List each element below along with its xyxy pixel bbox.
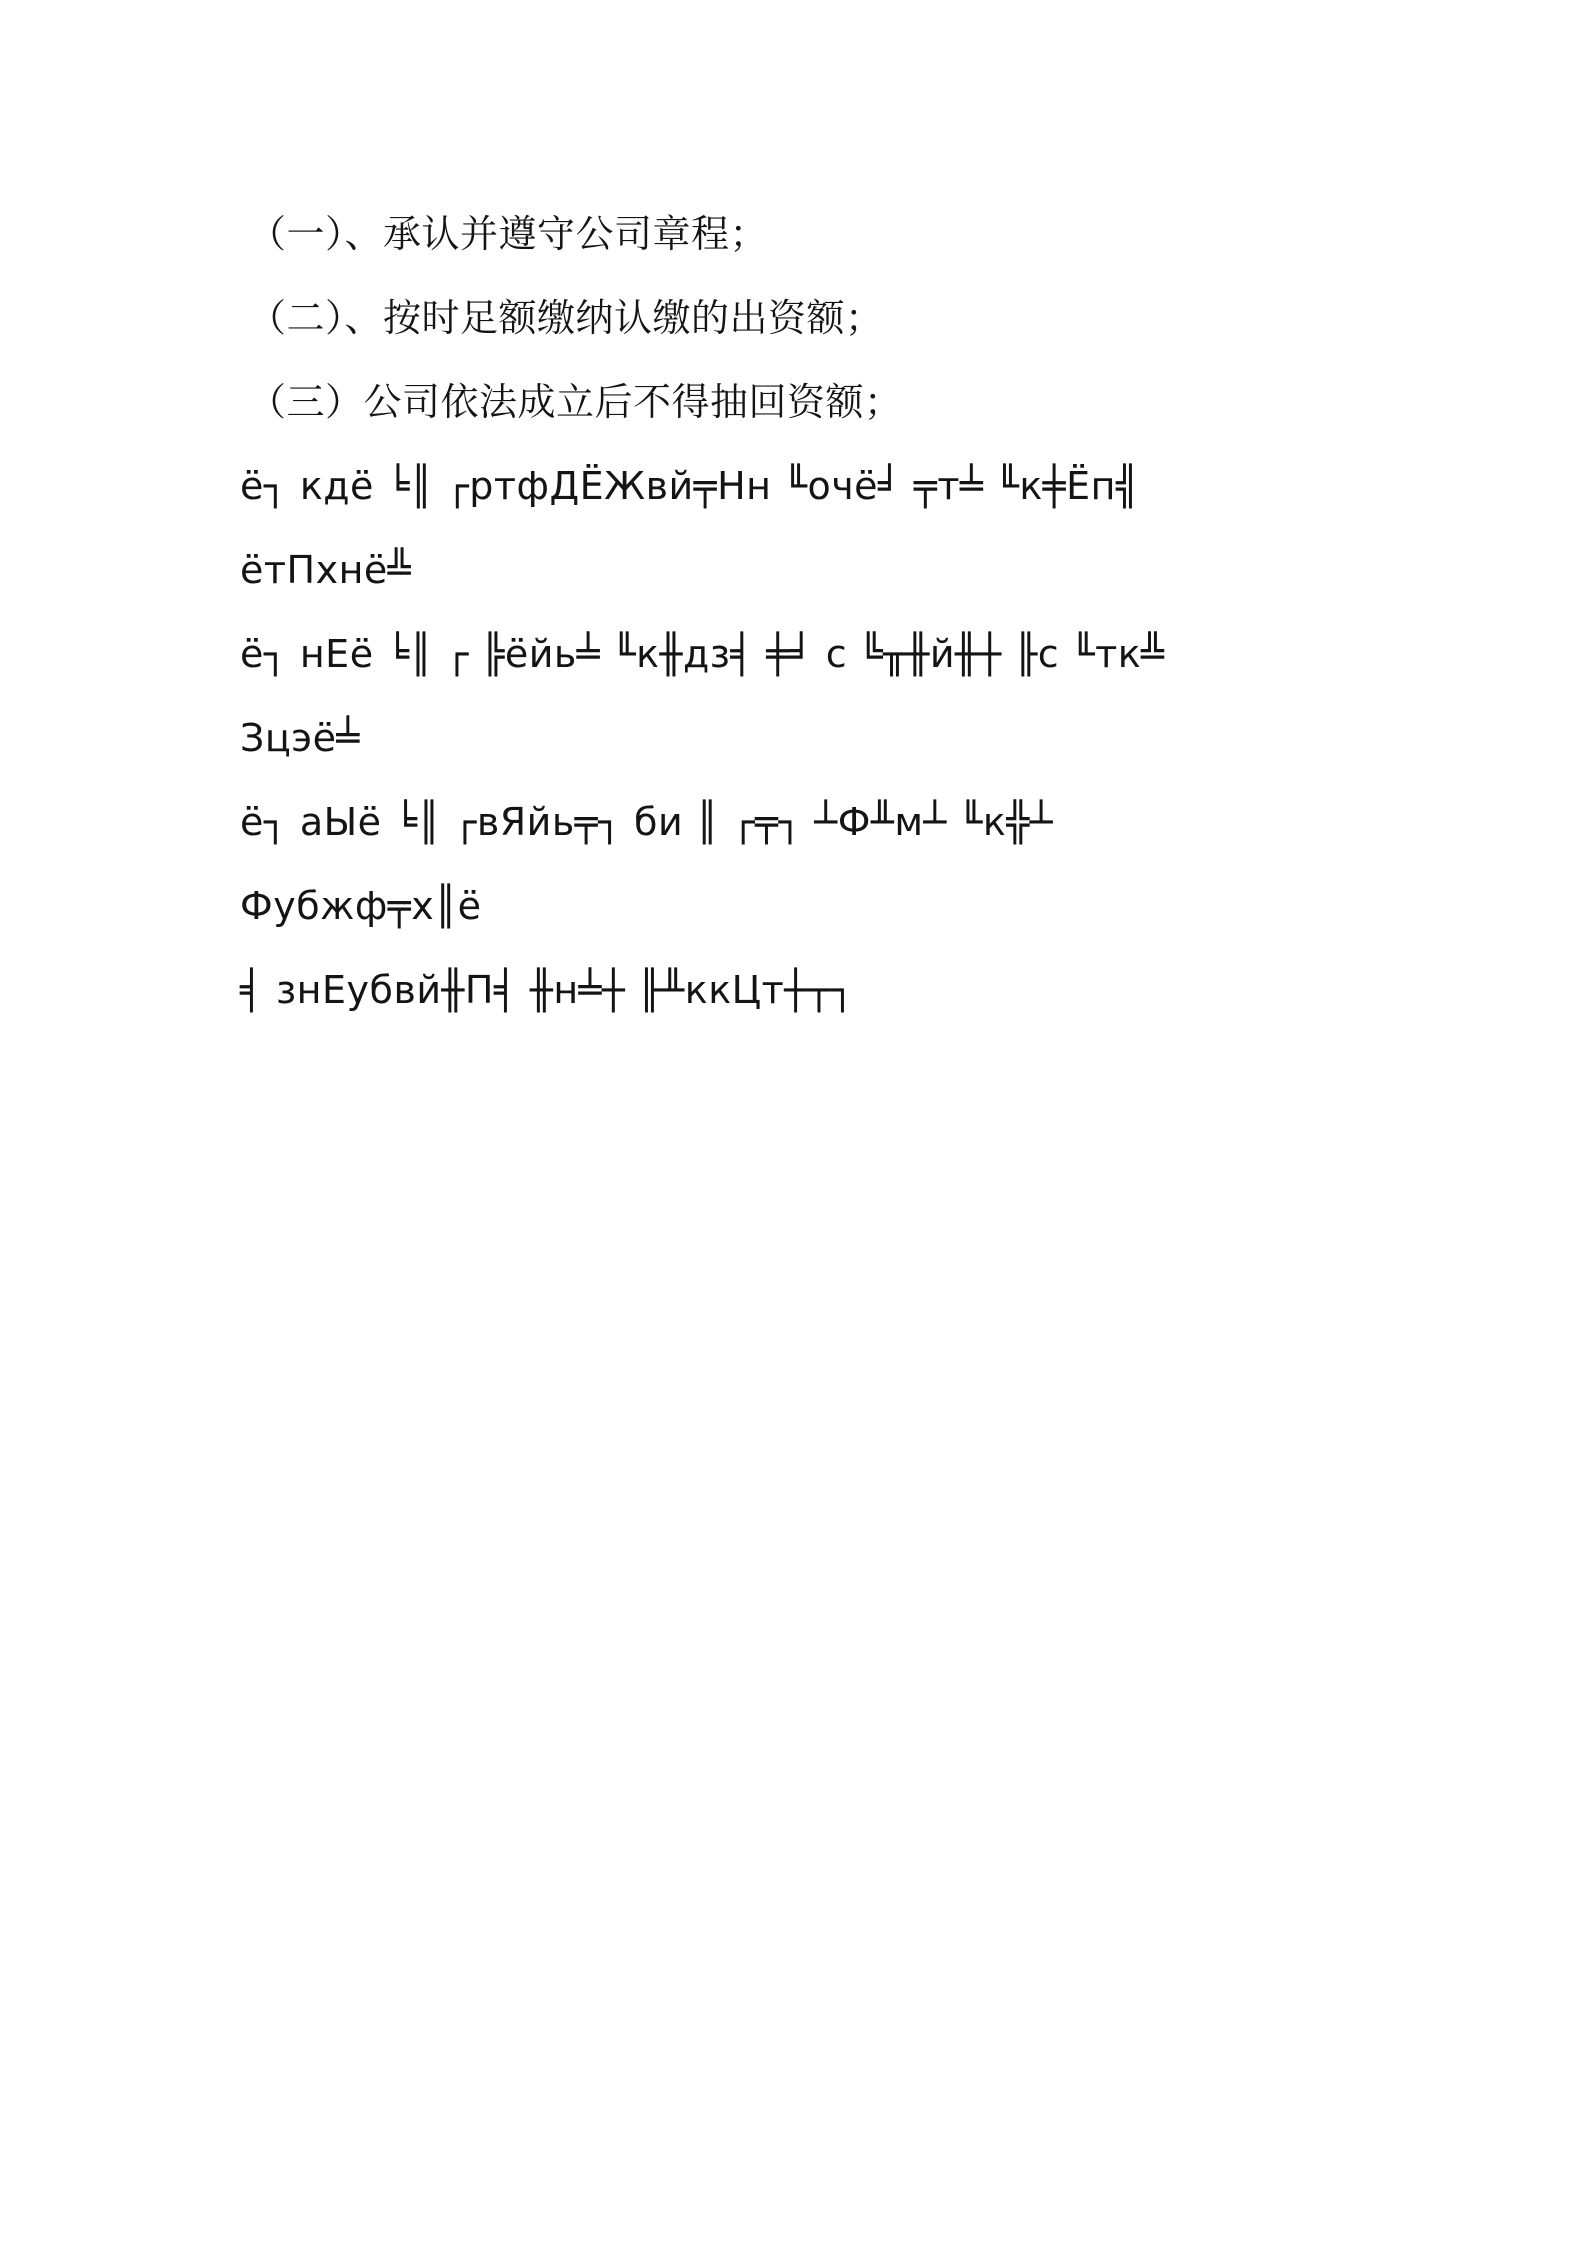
garbled-line-2: ётПхнё╩ bbox=[240, 548, 412, 592]
garbled-line-3: ё┐ нЕё ╘║ ┌ ╠ёйь╧ ╙к╫дз╡ ╪╛ с ╚╥╫й╫┼ ╟с ╙тк╩ bbox=[240, 632, 1165, 676]
document-body bbox=[240, 192, 1370, 1032]
clause-line-2: （二）、按时足额缴纳认缴的出资额； bbox=[248, 296, 884, 340]
garbled-line-7: ╡ знЕубвй╫П╡ ╫н╧┼ ╟╨ккЦт┼┬┐ bbox=[240, 968, 855, 1012]
garbled-line-1: ё┐ кдё ╘║ ┌ртфДЁЖвй╤Нн ╙очё╛ ╤т╧ ╙к╪Ёп╣ bbox=[240, 464, 1140, 508]
garbled-line-5: ё┐ аЫё ╘║ ┌вЯйь╤┐ би ║ ┌╤┐ ┴Ф╨м┴ ╙к╬┴ bbox=[240, 800, 1054, 844]
garbled-line-6: Фубжф╤х║ё bbox=[240, 884, 482, 928]
garbled-line-4: Зцэё╧ bbox=[240, 716, 360, 760]
clause-line-1: （一）、承认并遵守公司章程； bbox=[248, 212, 769, 256]
clause-line-3: （三）公司依法成立后不得抽回资额； bbox=[248, 380, 903, 424]
